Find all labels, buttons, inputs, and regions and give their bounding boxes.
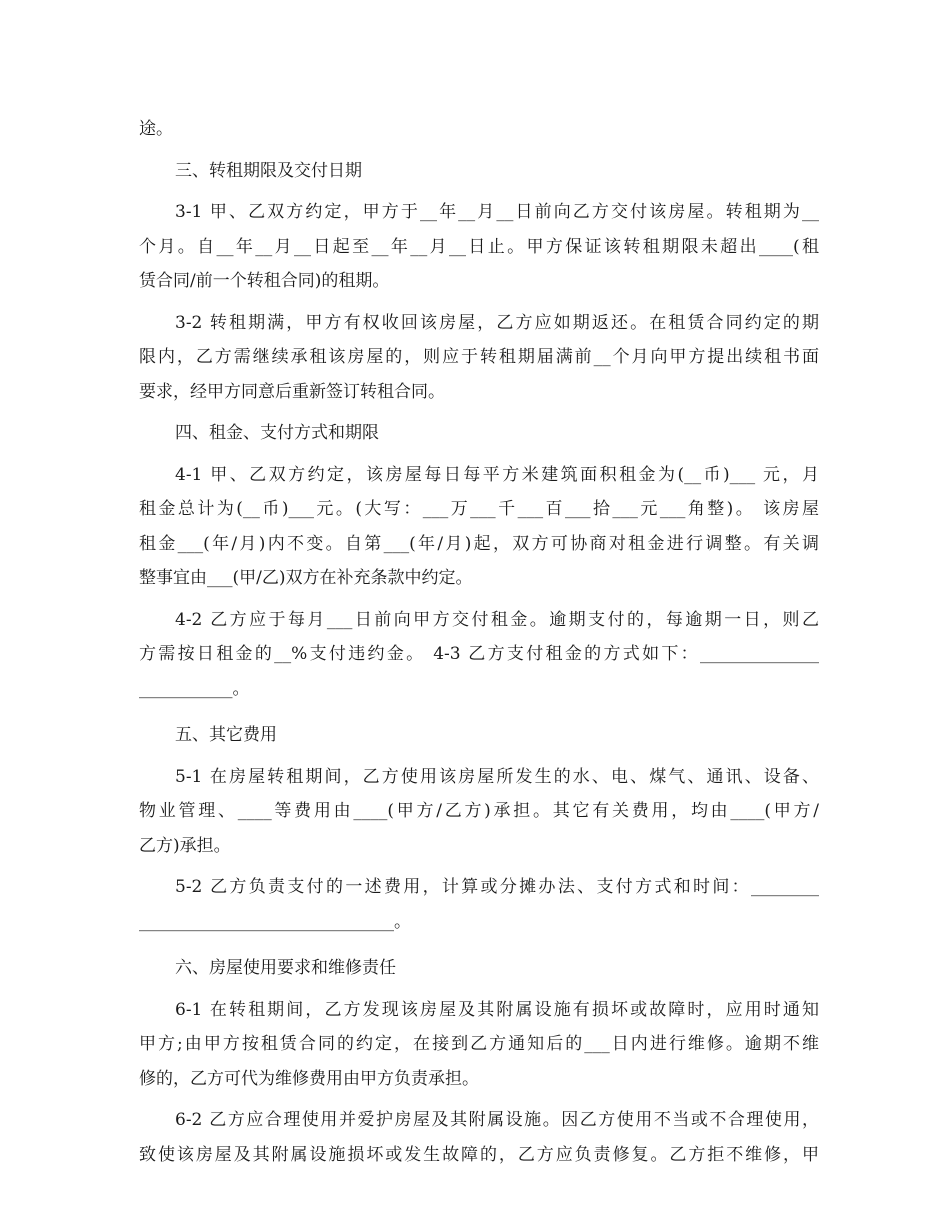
section-heading: 六、房屋使用要求和维修责任 bbox=[175, 958, 396, 978]
paragraph-line: 致使该房屋及其附属设施损坏或发生故障的，乙方应负责修复。乙方拒不维修，甲 bbox=[139, 1144, 819, 1165]
document-body bbox=[139, 112, 819, 1172]
section-heading: 四、租金、支付方式和期限 bbox=[175, 423, 379, 443]
paragraph-line: 方需按日租金的__%支付违约金。 4-3 乙方支付租金的方式如下：______________ bbox=[139, 644, 819, 664]
paragraph-line: 3-1 甲、乙双方约定，甲方于__年__月__日前向乙方交付该房屋。转租期为__ bbox=[175, 202, 819, 222]
paragraph-line: 整事宜由___(甲/乙)双方在补充条款中约定。 bbox=[139, 568, 473, 588]
paragraph-line: 途。 bbox=[139, 119, 173, 139]
paragraph-line: 租金___(年/月)内不变。自第___(年/月)起，双方可协商对租金进行调整。有关调 bbox=[139, 533, 819, 554]
paragraph-line: 赁合同/前一个转租合同)的租期。 bbox=[139, 271, 390, 291]
paragraph-line: 租金总计为(__币)___元。(大写：___万___千___百___拾___元___角整)。 该房屋 bbox=[139, 499, 819, 519]
section-heading: 三、转租期限及交付日期 bbox=[175, 160, 362, 181]
paragraph-line: 5-1 在房屋转租期间，乙方使用该房屋所发生的水、电、煤气、通讯、设备、 bbox=[175, 766, 819, 787]
paragraph-line: 5-2 乙方负责支付的一述费用，计算或分摊办法、支付方式和时间：________ bbox=[175, 877, 819, 897]
paragraph-line: 乙方)承担。 bbox=[139, 835, 231, 856]
paragraph-line: 甲方;由甲方按租赁合同的约定，在接到乙方通知后的___日内进行维修。逾期不维 bbox=[139, 1034, 819, 1054]
paragraph-line: 6-2 乙方应合理使用并爱护房屋及其附属设施。因乙方使用不当或不合理使用， bbox=[175, 1110, 819, 1130]
paragraph-line: 物业管理、____等费用由____(甲方/乙方)承担。其它有关费用，均由____(甲方/ bbox=[139, 801, 819, 821]
paragraph-line: 3-2 转租期满，甲方有权收回该房屋，乙方应如期返还。在租赁合同约定的期 bbox=[175, 312, 819, 333]
paragraph-line: 限内，乙方需继续承租该房屋的，则应于转租期届满前__个月向甲方提出续租书面 bbox=[139, 347, 819, 367]
paragraph-line: 修的，乙方可代为维修费用由甲方负责承担。 bbox=[139, 1068, 479, 1089]
section-heading: 五、其它费用 bbox=[175, 725, 277, 745]
paragraph-line: ___________。 bbox=[139, 678, 250, 699]
paragraph-line: 要求，经甲方同意后重新签订转租合同。 bbox=[139, 381, 445, 402]
paragraph-line: ______________________________。 bbox=[139, 911, 411, 932]
paragraph-line: 个月。自__年__月__日起至__年__月__日止。甲方保证该转租期限未超出____(租 bbox=[139, 236, 819, 257]
paragraph-line: 6-1 在转租期间，乙方发现该房屋及其附属设施有损坏或故障时，应用时通知 bbox=[175, 999, 819, 1020]
paragraph-line: 4-2 乙方应于每月___日前向甲方交付租金。逾期支付的，每逾期一日，则乙 bbox=[175, 609, 819, 630]
paragraph-line: 4-1 甲、乙双方约定，该房屋每日每平方米建筑面积租金为(__币)___ 元，月 bbox=[175, 464, 819, 485]
